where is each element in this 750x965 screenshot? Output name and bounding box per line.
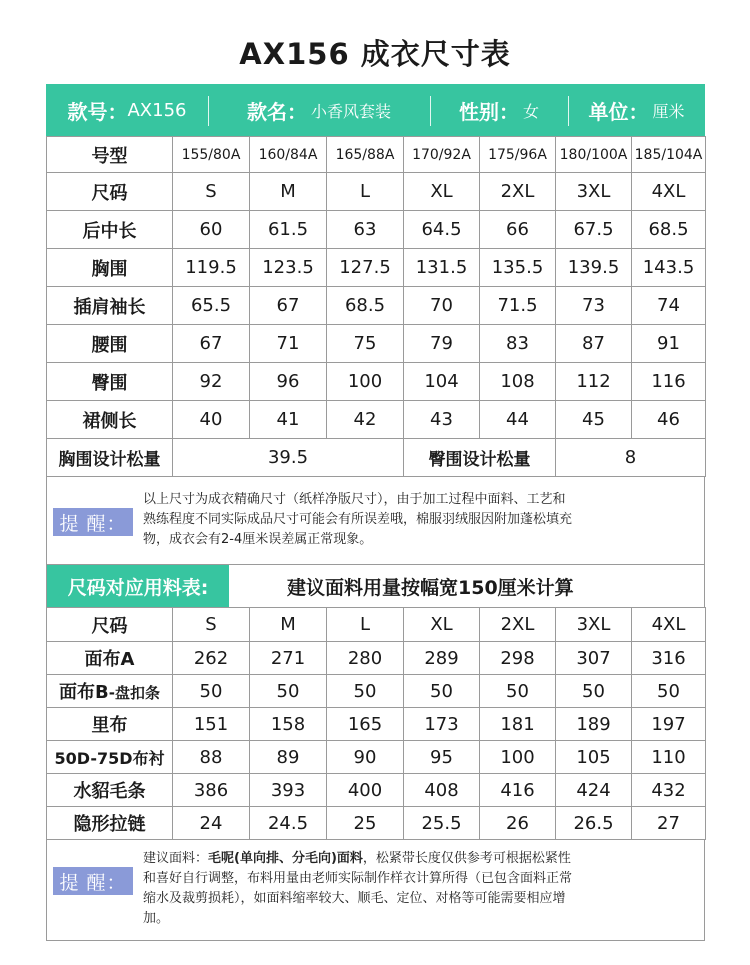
cell: 2XL	[480, 173, 556, 211]
cell: 67	[250, 287, 327, 325]
cell: 116	[632, 363, 706, 401]
cell: 189	[556, 708, 632, 741]
cell: 416	[480, 774, 556, 807]
cell: 165	[327, 708, 404, 741]
cell: 4XL	[632, 173, 706, 211]
cell: 110	[632, 741, 706, 774]
size-code: 2XL	[480, 608, 556, 642]
table-row	[47, 608, 706, 642]
cell: 87	[556, 325, 632, 363]
page-title: AX156 成衣尺寸表	[239, 37, 511, 71]
reminder-line: 熟练程度不同实际成品尺寸可能会有所误差哦，棉服羽绒服因附加蓬松填充	[143, 512, 573, 527]
cell: 139.5	[556, 249, 632, 287]
cell: 66	[480, 211, 556, 249]
reminder-text	[143, 849, 699, 929]
cell: 105	[556, 741, 632, 774]
cell: 74	[632, 287, 706, 325]
row-label: 胸围	[47, 249, 173, 287]
cell: 280	[327, 642, 404, 675]
table-row	[47, 249, 706, 287]
cell: 96	[250, 363, 327, 401]
chest-ease-label: 胸围设计松量	[47, 439, 173, 477]
cell: 42	[327, 401, 404, 439]
reminder-line: 物，成衣会有2-4厘米误差属正常现象。	[143, 532, 373, 547]
cell: 50	[404, 675, 480, 708]
cell: 89	[250, 741, 327, 774]
hip-ease-value: 8	[556, 439, 706, 477]
cell: 79	[404, 325, 480, 363]
size-code: 155/80A	[173, 137, 250, 173]
cell: 67	[173, 325, 250, 363]
cell: 45	[556, 401, 632, 439]
unit	[568, 84, 705, 136]
style-number	[46, 84, 208, 136]
style-name-value: 小香风套装	[310, 101, 391, 121]
table-row	[47, 708, 706, 741]
row-label-main: 面布B	[59, 682, 109, 703]
cell: 24.5	[250, 807, 327, 840]
gender-label: 性别：	[458, 99, 519, 124]
row-label: 50D-75D布衬	[47, 741, 173, 774]
cell: 386	[173, 774, 250, 807]
table-row	[47, 173, 706, 211]
table-row	[47, 774, 706, 807]
size-code: L	[327, 608, 404, 642]
cell: 50	[327, 675, 404, 708]
size-code: 180/100A	[556, 137, 632, 173]
cell: 46	[632, 401, 706, 439]
cell: 181	[480, 708, 556, 741]
cell: 408	[404, 774, 480, 807]
size-code: 170/92A	[404, 137, 480, 173]
fabric-section-note: 建议面料用量按幅宽150厘米计算	[287, 576, 574, 599]
cell: 173	[404, 708, 480, 741]
cell: 26.5	[556, 807, 632, 840]
cell: 50	[556, 675, 632, 708]
fabric-header-label: 尺码	[47, 608, 173, 642]
cell: 271	[250, 642, 327, 675]
table-row	[47, 741, 706, 774]
cell: 100	[327, 363, 404, 401]
size-code: S	[173, 608, 250, 642]
cell: 67.5	[556, 211, 632, 249]
table-row	[47, 137, 706, 173]
cell: 41	[250, 401, 327, 439]
cell: 3XL	[556, 173, 632, 211]
reminder-line: 加。	[143, 911, 170, 926]
cell: 262	[173, 642, 250, 675]
cell: 63	[327, 211, 404, 249]
cell: 26	[480, 807, 556, 840]
cell: 50	[632, 675, 706, 708]
cell: 61.5	[250, 211, 327, 249]
reminder-line: 缩水及裁剪损耗），如面料缩率较大、顺毛、定位、对格等可能需要相应增	[143, 891, 566, 906]
size-code: XL	[404, 608, 480, 642]
size-code: 165/88A	[327, 137, 404, 173]
cell: 40	[173, 401, 250, 439]
row-label: 尺码	[47, 173, 173, 211]
cell: 64.5	[404, 211, 480, 249]
cell: 135.5	[480, 249, 556, 287]
cell: 316	[632, 642, 706, 675]
style-name	[208, 84, 430, 136]
gender-value: 女	[522, 101, 539, 121]
info-bar	[46, 84, 705, 136]
cell: 158	[250, 708, 327, 741]
table-row	[47, 325, 706, 363]
cell: 100	[480, 741, 556, 774]
reminder-box-2	[46, 839, 705, 941]
cell: 400	[327, 774, 404, 807]
cell: 393	[250, 774, 327, 807]
size-header-label: 号型	[47, 137, 173, 173]
cell: 104	[404, 363, 480, 401]
cell: 424	[556, 774, 632, 807]
cell: 83	[480, 325, 556, 363]
cell: 50	[173, 675, 250, 708]
cell: 432	[632, 774, 706, 807]
table-row	[47, 287, 706, 325]
size-table	[46, 136, 706, 477]
cell: 88	[173, 741, 250, 774]
row-label: 后中长	[47, 211, 173, 249]
fabric-section-header	[46, 565, 705, 607]
style-name-label: 款名：	[246, 99, 307, 124]
cell: 123.5	[250, 249, 327, 287]
cell: 50	[480, 675, 556, 708]
size-code: 3XL	[556, 608, 632, 642]
row-label-sub: -盘扣条	[108, 684, 160, 702]
unit-label: 单位：	[588, 99, 649, 124]
cell: 27	[632, 807, 706, 840]
style-number-label: 款号：	[67, 99, 128, 124]
unit-value: 厘米	[652, 101, 685, 121]
row-label: 裙侧长	[47, 401, 173, 439]
cell: 50	[250, 675, 327, 708]
cell: 197	[632, 708, 706, 741]
chest-ease-value: 39.5	[173, 439, 404, 477]
table-row	[47, 807, 706, 840]
cell: 75	[327, 325, 404, 363]
cell: 95	[404, 741, 480, 774]
cell: S	[173, 173, 250, 211]
cell: 70	[404, 287, 480, 325]
cell: 289	[404, 642, 480, 675]
size-code: 160/84A	[250, 137, 327, 173]
size-code: 185/104A	[632, 137, 706, 173]
size-code: M	[250, 608, 327, 642]
gender	[430, 84, 568, 136]
cell: 112	[556, 363, 632, 401]
cell: XL	[404, 173, 480, 211]
row-label: 面布A	[47, 642, 173, 675]
fabric-table	[46, 607, 706, 840]
cell: 143.5	[632, 249, 706, 287]
row-label: 臀围	[47, 363, 173, 401]
table-row	[47, 642, 706, 675]
reminder-line: 以上尺寸为成衣精确尺寸（纸样净版尺寸），由于加工过程中面料、工艺和	[143, 492, 566, 507]
table-row	[47, 363, 706, 401]
fabric-section-tag: 尺码对应用料表:	[47, 565, 229, 607]
cell: 68.5	[327, 287, 404, 325]
row-label	[47, 675, 173, 708]
row-label: 隐形拉链	[47, 807, 173, 840]
cell: 73	[556, 287, 632, 325]
reminder-line: 和喜好自行调整，布料用量由老师实际制作样衣计算所得（已包含面料正常	[143, 871, 573, 886]
cell: 25.5	[404, 807, 480, 840]
cell: 25	[327, 807, 404, 840]
reminder-badge: 提 醒：	[53, 867, 133, 895]
table-row	[47, 211, 706, 249]
cell: 43	[404, 401, 480, 439]
reminder-line	[143, 849, 699, 869]
hip-ease-label: 臀围设计松量	[404, 439, 556, 477]
table-row	[47, 401, 706, 439]
cell: 127.5	[327, 249, 404, 287]
cell: 131.5	[404, 249, 480, 287]
cell: 307	[556, 642, 632, 675]
size-code: 4XL	[632, 608, 706, 642]
cell: 24	[173, 807, 250, 840]
cell: 298	[480, 642, 556, 675]
row-label: 里布	[47, 708, 173, 741]
table-row	[47, 439, 706, 477]
cell: 91	[632, 325, 706, 363]
size-code: 175/96A	[480, 137, 556, 173]
fabric-suggest-prefix: 建议面料：	[143, 851, 209, 866]
cell: 151	[173, 708, 250, 741]
row-label: 插肩袖长	[47, 287, 173, 325]
fabric-suggest-bold: 毛呢(单向排、分毛向)面料	[208, 851, 363, 866]
fabric-suggest-rest: ，松紧带长度仅供参考可根据松紧性	[362, 851, 571, 866]
row-label: 水貂毛条	[47, 774, 173, 807]
cell: 60	[173, 211, 250, 249]
reminder-badge: 提 醒：	[53, 508, 133, 536]
cell: 44	[480, 401, 556, 439]
reminder-text	[143, 490, 699, 550]
cell: 71	[250, 325, 327, 363]
table-row	[47, 675, 706, 708]
cell: 108	[480, 363, 556, 401]
cell: 65.5	[173, 287, 250, 325]
cell: 92	[173, 363, 250, 401]
cell: 71.5	[480, 287, 556, 325]
cell: 90	[327, 741, 404, 774]
row-label: 腰围	[47, 325, 173, 363]
reminder-box-1	[46, 476, 705, 565]
cell: 119.5	[173, 249, 250, 287]
cell: M	[250, 173, 327, 211]
style-number-value: AX156	[127, 99, 187, 121]
cell: L	[327, 173, 404, 211]
cell: 68.5	[632, 211, 706, 249]
